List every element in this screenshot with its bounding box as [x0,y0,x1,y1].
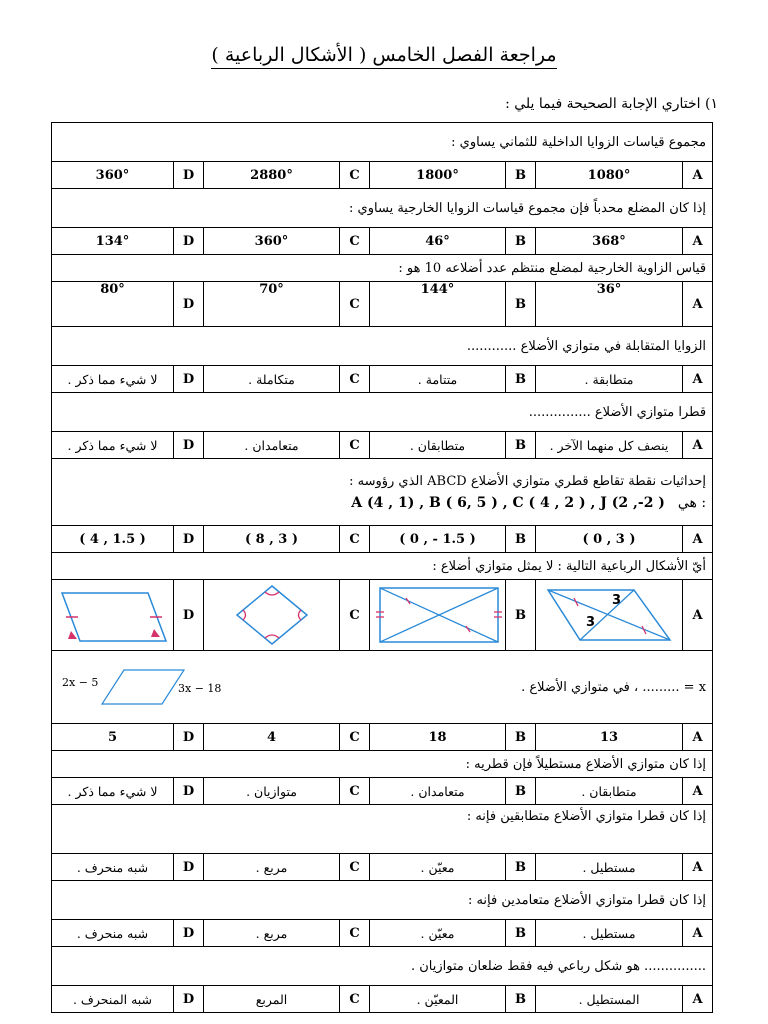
option-b[interactable]: متعامدان . [370,778,506,805]
question-row [52,327,713,366]
page-title: مراجعة الفصل الخامس ( الأشكال الرباعية ) [0,44,768,66]
option-a[interactable]: ( 0 , 3 ) [536,526,683,553]
question-text: ............... هو شكل رباعي فيه فقط ضلعان متوازيان . [52,947,713,986]
question-line-1: إحداثيات نقطة تقاطع قطري متوازي الأضلاع ABCD الذي رؤوسه : [349,473,707,489]
option-c[interactable]: متوازيان . [204,778,340,805]
option-d[interactable]: شبه المنحرف . [52,986,174,1013]
option-a[interactable]: مستطيل . [536,920,683,947]
options-row [52,724,713,751]
option-a[interactable]: المستطيل . [536,986,683,1013]
letter-b: B [506,162,536,189]
option-b[interactable]: متطابقان . [370,432,506,459]
letter-c: C [340,526,370,553]
letter-a: A [683,162,713,189]
letter-c: C [340,724,370,751]
question-row [52,751,713,778]
letter-d: D [174,366,204,393]
letter-d: D [174,920,204,947]
question-row [52,255,713,282]
question-row [52,651,713,724]
letter-d: D [174,282,204,327]
options-row [52,526,713,553]
letter-d: D [174,228,204,255]
letter-c: C [340,366,370,393]
question-row [52,393,713,432]
question-row [52,881,713,920]
options-row [52,162,713,189]
question-text: أيّ الأشكال الرباعية التالية : لا يمثل متوازي أضلاع : [52,553,713,580]
letter-b: B [506,366,536,393]
question-row [52,123,713,162]
option-b-figure[interactable] [370,580,506,651]
option-b[interactable]: المعيّن . [370,986,506,1013]
letter-c: C [340,778,370,805]
letter-a: A [683,282,713,327]
option-d-figure[interactable] [52,580,174,651]
option-c[interactable]: مربع . [204,920,340,947]
letter-d: D [174,162,204,189]
option-c[interactable]: 2880° [204,162,340,189]
letter-c: C [340,282,370,327]
quadrilateral-diagonals-icon [544,584,674,646]
letter-c: C [340,986,370,1013]
question-row [52,947,713,986]
question-text: x = ......... ، في متوازي الأضلاع . [521,679,707,695]
letter-a: A [683,854,713,881]
rectangle-diagonals-icon [376,584,502,646]
options-row [52,432,713,459]
option-d[interactable]: ( 4 , 1.5 ) [52,526,174,553]
option-c[interactable]: متعامدان . [204,432,340,459]
options-row [52,778,713,805]
letter-b: B [506,920,536,947]
option-c[interactable]: 4 [204,724,340,751]
option-c[interactable]: مربع . [204,854,340,881]
letter-c: C [340,432,370,459]
letter-a: A [683,986,713,1013]
options-row [52,228,713,255]
parallelogram-icon [58,583,170,647]
letter-b: B [506,986,536,1013]
options-row [52,366,713,393]
question-text: إذا كان المضلع محدباً فإن مجموع قياسات الزوايا الخارجية يساوي : [52,189,713,228]
letter-a: A [683,724,713,751]
option-c[interactable]: متكاملة . [204,366,340,393]
question-row [52,553,713,580]
letter-b: B [506,580,536,651]
option-c-figure[interactable] [204,580,340,651]
option-b[interactable]: ( 0 , - 1.5 ) [370,526,506,553]
side-label-left: 2x − 5 [62,676,99,689]
letter-c: C [340,162,370,189]
options-row [52,282,713,327]
option-c[interactable]: المربع [204,986,340,1013]
option-a-figure[interactable] [536,580,683,651]
parallelogram-figure-icon [58,664,238,710]
option-b[interactable]: 144° [370,282,506,327]
option-a[interactable]: متطابقان . [536,778,683,805]
question-text: قياس الزاوية الخارجية لمضلع منتظم عدد أضلاعه 10 هو : [52,255,713,282]
letter-c: C [340,920,370,947]
letter-d: D [174,854,204,881]
option-d[interactable]: لا شيء مما ذكر . [52,366,174,393]
question-content [58,664,706,710]
letter-a: A [683,778,713,805]
options-row [52,920,713,947]
question-text: إذا كان متوازي الأضلاع مستطيلاً فإن قطريه : [52,751,713,778]
letter-c: C [340,228,370,255]
option-a[interactable]: ينصف كل منهما الآخر . [536,432,683,459]
letter-d: D [174,986,204,1013]
question-text: إذا كان قطرا متوازي الأضلاع متعامدين فإنه : [52,881,713,920]
question-text: إذا كان قطرا متوازي الأضلاع متطابقين فإنه : [52,805,713,854]
option-d[interactable]: 134° [52,228,174,255]
rhombus-icon [227,582,317,648]
option-d[interactable]: لا شيء مما ذكر . [52,432,174,459]
option-a[interactable]: 36° [536,282,683,327]
instructions: ١) اختاري الإجابة الصحيحة فيما يلي : [505,96,718,112]
option-b[interactable]: 1800° [370,162,506,189]
question-text: الزوايا المتقابلة في متوازي الأضلاع ............ [52,327,713,366]
letter-b: B [506,854,536,881]
letter-b: B [506,526,536,553]
letter-a: A [683,526,713,553]
option-d[interactable]: شبه منحرف . [52,920,174,947]
question-row [52,805,713,854]
letter-a: A [683,228,713,255]
option-d[interactable]: 80° [52,282,174,327]
question-text: قطرا متوازي الأضلاع ............... [52,393,713,432]
question-row [52,189,713,228]
letter-d: D [174,526,204,553]
option-a[interactable]: 13 [536,724,683,751]
letter-a: A [683,366,713,393]
question-row [52,459,713,526]
letter-c: C [340,580,370,651]
letter-c: C [340,854,370,881]
option-a[interactable]: 1080° [536,162,683,189]
options-row [52,986,713,1013]
label-three: 3 [586,615,596,630]
option-b[interactable]: معيّن . [370,920,506,947]
options-row [52,854,713,881]
question-suffix: هي : [677,494,707,511]
letter-d: D [174,778,204,805]
option-c[interactable]: 70° [204,282,340,327]
question-line-2 [58,495,706,511]
letter-b: B [506,432,536,459]
letter-a: A [683,920,713,947]
letter-d: D [174,724,204,751]
letter-a: A [683,432,713,459]
option-b[interactable]: 18 [370,724,506,751]
option-b[interactable]: 46° [370,228,506,255]
option-d[interactable]: 360° [52,162,174,189]
letter-a: A [683,580,713,651]
question-text: مجموع قياسات الزوايا الداخلية للثماني يساوي : [52,123,713,162]
letter-d: D [174,432,204,459]
option-d[interactable]: شبه منحرف . [52,854,174,881]
questions-table [51,122,713,1013]
question-cell [52,651,713,724]
letter-b: B [506,282,536,327]
letter-b: B [506,228,536,255]
option-c[interactable]: 360° [204,228,340,255]
question-text [52,459,713,526]
label-three: 3 [612,593,622,608]
options-row [52,580,713,651]
option-d[interactable]: لا شيء مما ذكر . [52,778,174,805]
option-c[interactable]: ( 8 , 3 ) [204,526,340,553]
letter-b: B [506,724,536,751]
option-a[interactable]: متطابقة . [536,366,683,393]
option-a[interactable]: مستطيل . [536,854,683,881]
letter-d: D [174,580,204,651]
option-b[interactable]: متتامة . [370,366,506,393]
option-d[interactable]: 5 [52,724,174,751]
option-b[interactable]: معيّن . [370,854,506,881]
side-label-right: 3x − 18 [178,682,222,695]
option-a[interactable]: 368° [536,228,683,255]
letter-b: B [506,778,536,805]
vertices-list: A (4 , 1) , B ( 6, 5 ) , C ( 4 , 2 ) , J (2 ,-2 ) [351,494,665,511]
